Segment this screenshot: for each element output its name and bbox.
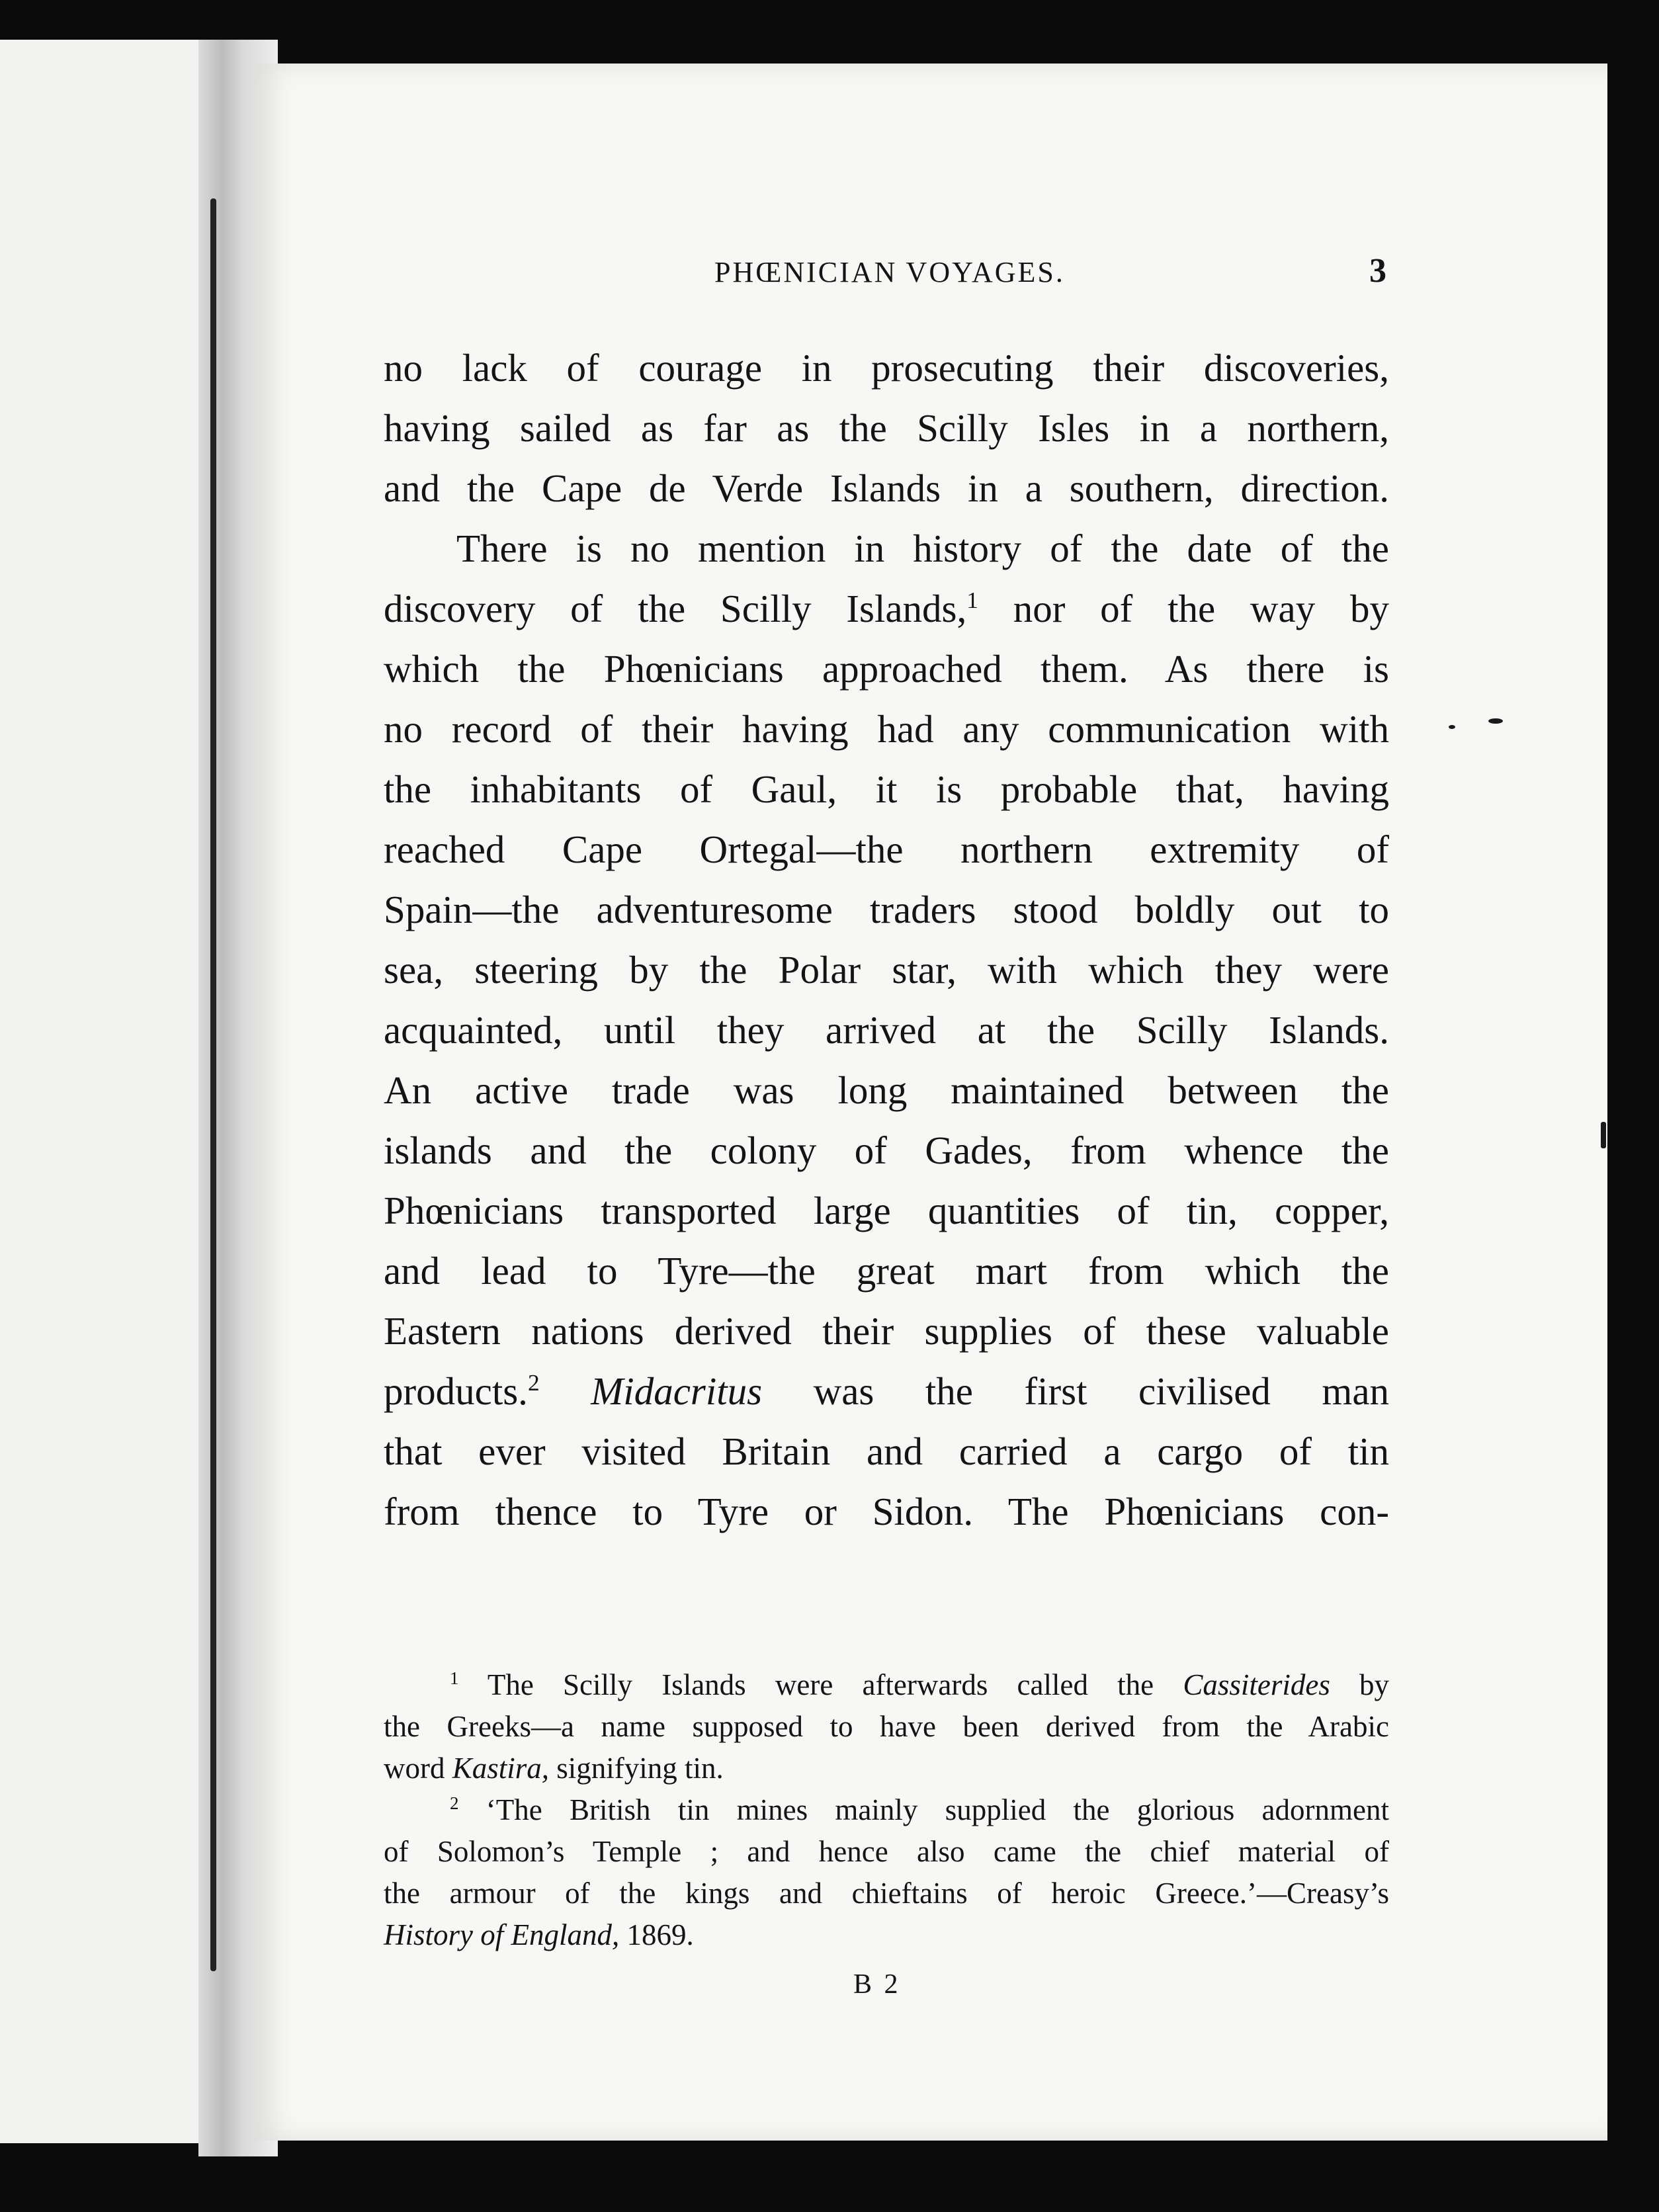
footnotes	[384, 1664, 1389, 1956]
body-line	[384, 1361, 1389, 1422]
body-line	[384, 1181, 1389, 1241]
body-line	[384, 338, 1389, 398]
body-line-text: sea, steering by the Polar star, with which they were	[384, 948, 1389, 992]
body-line	[384, 820, 1389, 880]
body-text	[384, 338, 1389, 1542]
signature-mark: B 2	[853, 1969, 901, 2000]
footnote-italic: History of England,	[384, 1918, 620, 1951]
footnote-number: 1	[450, 1668, 459, 1688]
body-line	[384, 1060, 1389, 1121]
footnote-italic: Cassiterides	[1183, 1668, 1330, 1701]
body-line	[384, 1301, 1389, 1361]
footnote-number: 2	[450, 1793, 459, 1813]
body-line	[384, 639, 1389, 699]
body-line-text: There is no mention in history of the date of the	[456, 527, 1389, 570]
body-line	[384, 1422, 1389, 1482]
body-line-text: nor of the way by	[978, 587, 1389, 630]
body-line-text: and the Cape de Verde Islands in a southern, direction.	[384, 466, 1389, 510]
body-line-text: Eastern nations derived their supplies of these valuable	[384, 1309, 1389, 1353]
ink-speck	[1601, 1122, 1606, 1148]
body-line	[384, 880, 1389, 940]
body-line-text: no record of their having had any communication with	[384, 707, 1389, 751]
footnote-line	[384, 1914, 1389, 1956]
body-line	[384, 1241, 1389, 1301]
body-line-text: Phœnicians transported large quantities of tin, copper,	[384, 1189, 1389, 1232]
footnote-line	[384, 1706, 1389, 1748]
body-line-text: islands and the colony of Gades, from whence the	[384, 1128, 1389, 1172]
body-line-text: the inhabitants of Gaul, it is probable that, having	[384, 767, 1389, 811]
body-line	[384, 1482, 1389, 1542]
footnote-text: the armour of the kings and chieftains of heroic Greece.’—Creasy’s	[384, 1877, 1389, 1910]
body-line	[384, 759, 1389, 820]
footnote-text: ‘The British tin mines mainly supplied the glorious adornment	[486, 1793, 1389, 1826]
footnote-text: the Greeks—a name supposed to have been derived from the Arabic	[384, 1710, 1389, 1743]
body-line-text: no lack of courage in prosecuting their discoveries,	[384, 346, 1389, 390]
book-page	[251, 64, 1607, 2141]
ink-speck	[1488, 718, 1503, 724]
body-line	[384, 579, 1389, 639]
body-line	[384, 699, 1389, 759]
footnote-italic: Kastira,	[452, 1752, 550, 1785]
footnote-line	[384, 1748, 1389, 1789]
body-line-text: that ever visited Britain and carried a cargo of tin	[384, 1429, 1389, 1473]
binding-edge-shadow	[210, 198, 216, 1971]
footnote-text: 1869.	[619, 1918, 694, 1951]
footnote-reference: 2	[527, 1369, 540, 1396]
body-line-text: from thence to Tyre or Sidon. The Phœnicians con-	[384, 1490, 1389, 1533]
body-line	[384, 1121, 1389, 1181]
body-line-text: reached Cape Ortegal—the northern extremity of	[384, 828, 1389, 871]
body-line	[384, 458, 1389, 519]
body-line-text: discovery of the Scilly Islands,	[384, 587, 967, 630]
body-line-text: products.	[384, 1369, 528, 1413]
body-line	[384, 940, 1389, 1000]
body-line-text: An active trade was long maintained between the	[384, 1068, 1389, 1112]
body-line	[384, 1000, 1389, 1060]
footnote-text: word	[384, 1752, 452, 1785]
body-line-text: Spain—the adventuresome traders stood boldly out to	[384, 888, 1389, 931]
italic-name: Midacritus	[591, 1369, 763, 1413]
footnote-text: The Scilly Islands were afterwards called the	[487, 1668, 1183, 1701]
ink-speck	[1449, 725, 1455, 729]
footnote-line	[384, 1789, 1389, 1831]
body-line-text: acquainted, until they arrived at the Scilly Islands.	[384, 1008, 1389, 1052]
body-line-text: was the first civilised man	[762, 1369, 1390, 1413]
footnote-line	[384, 1664, 1389, 1706]
footnote-text: by	[1330, 1668, 1390, 1701]
footnote-line	[384, 1831, 1389, 1873]
body-line	[384, 398, 1389, 458]
footnote-line	[384, 1873, 1389, 1914]
footnote-reference: 1	[966, 586, 978, 613]
footnote-text: signifying tin.	[549, 1752, 724, 1785]
page-number: 3	[1369, 252, 1386, 290]
running-head: PHŒNICIAN VOYAGES.	[714, 256, 1065, 288]
body-line-text: having sailed as far as the Scilly Isles in a northern,	[384, 406, 1389, 450]
footnote-text: of Solomon’s Temple ; and hence also came the chief material of	[384, 1835, 1389, 1868]
body-line-text: which the Phœnicians approached them. As there is	[384, 647, 1389, 691]
body-line-text: and lead to Tyre—the great mart from which the	[384, 1249, 1389, 1293]
body-line	[384, 519, 1389, 579]
